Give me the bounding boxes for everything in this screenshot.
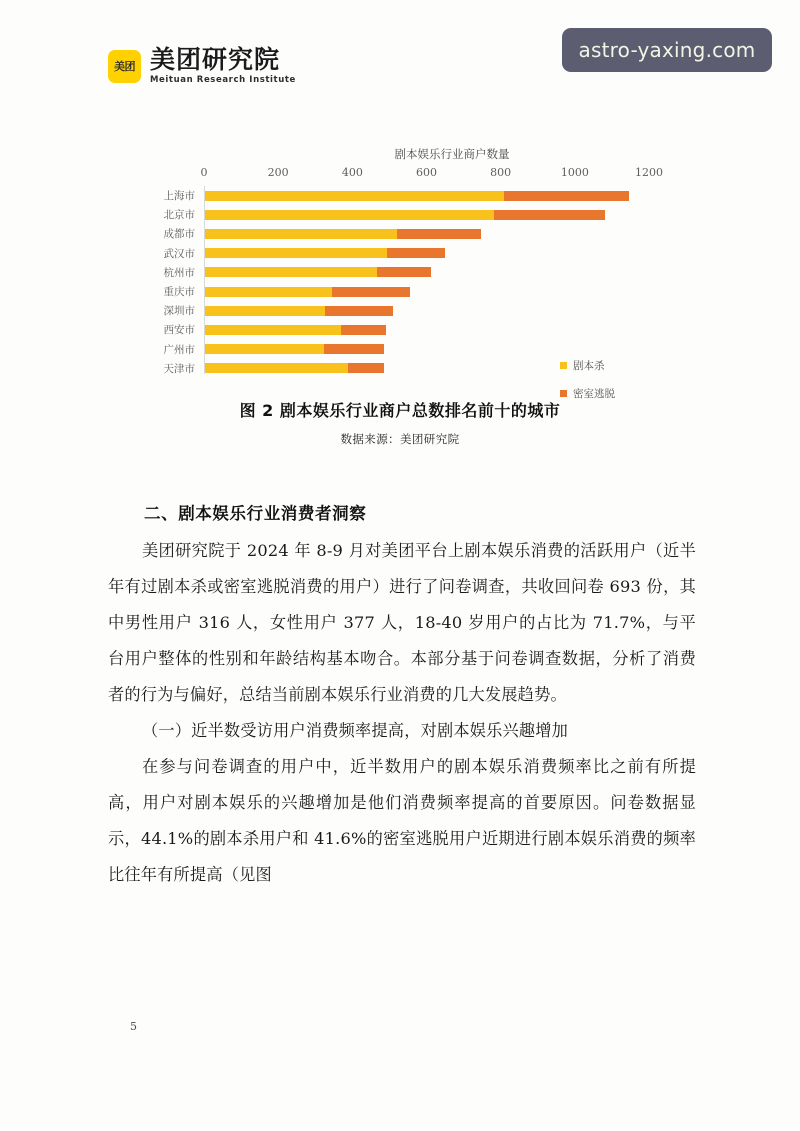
chart-bar bbox=[205, 210, 605, 220]
chart-bar-segment bbox=[494, 210, 605, 220]
chart-category-label: 成都市 bbox=[163, 228, 195, 241]
chart-category-label: 天津市 bbox=[163, 362, 195, 375]
x-tick-label: 800 bbox=[490, 166, 512, 179]
chart-bar-row bbox=[108, 301, 692, 320]
x-tick-label: 400 bbox=[341, 166, 363, 179]
chart-bar-segment bbox=[325, 306, 393, 316]
watermark-text: astro-yaxing.com bbox=[578, 38, 756, 62]
chart-bar bbox=[205, 229, 481, 239]
meituan-logo-icon bbox=[108, 50, 141, 83]
chart-bar-segment bbox=[205, 287, 332, 297]
x-tick-label: 1000 bbox=[560, 166, 589, 179]
chart-bar-segment bbox=[205, 363, 348, 373]
chart-bar-segment bbox=[504, 191, 629, 201]
figure-2 bbox=[108, 146, 692, 447]
x-axis-tick-labels bbox=[108, 166, 692, 182]
chart-bar bbox=[205, 344, 384, 354]
chart-bar-segment bbox=[205, 210, 494, 220]
chart-category-label: 西安市 bbox=[163, 324, 195, 337]
chart-bar-segment bbox=[377, 267, 432, 277]
chart-bar-segment bbox=[205, 229, 397, 239]
chart-bar-segment bbox=[348, 363, 385, 373]
chart-bar bbox=[205, 191, 629, 201]
x-tick-label: 600 bbox=[416, 166, 437, 179]
page-number: 5 bbox=[130, 1020, 137, 1033]
chart-bar-row bbox=[108, 224, 692, 243]
x-tick-label: 200 bbox=[267, 166, 289, 179]
stacked-bar-chart bbox=[108, 146, 692, 400]
chart-bar-segment bbox=[205, 325, 341, 335]
logo-name-en: Meituan Research Institute bbox=[150, 75, 296, 86]
chart-category-label: 杭州市 bbox=[163, 266, 195, 279]
chart-bar-segment bbox=[387, 248, 446, 258]
chart-bar-segment bbox=[205, 191, 504, 201]
x-tick-label: 0 bbox=[200, 166, 208, 179]
chart-bar bbox=[205, 267, 431, 277]
legend-label: 密室逃脱 bbox=[573, 388, 615, 400]
body-content bbox=[108, 500, 696, 893]
chart-legend-item bbox=[560, 386, 615, 401]
chart-bar-segment bbox=[397, 229, 481, 239]
chart-bar-row bbox=[108, 186, 692, 205]
logo-wordmark bbox=[150, 47, 296, 85]
chart-bar-row bbox=[108, 282, 692, 301]
chart-title: 剧本娱乐行业商户数量 bbox=[394, 147, 510, 161]
watermark-badge bbox=[562, 28, 772, 72]
paragraph-1: 美团研究院于 2024 年 8-9 月对美团平台上剧本娱乐消费的活跃用户（近半年有过剧本杀或密室逃脱消费的用户）进行了问卷调查，共收回问卷 693 份，其中男性用户 316 人，女性用户 377 人，18-40 岁用户的占比为 71.7%，与平台用户整体的性别和年龄结构基本吻合。本部分基于问卷调查数据，分析了消费者的行为与偏好，总结当前剧本娱乐行业消费的几大发展趋势。 bbox=[108, 541, 696, 704]
chart-legend bbox=[560, 358, 615, 414]
chart-bar bbox=[205, 363, 384, 373]
chart-category-label: 上海市 bbox=[163, 190, 195, 203]
chart-bar-segment bbox=[205, 306, 325, 316]
chart-bar-segment bbox=[324, 344, 385, 354]
chart-bar bbox=[205, 306, 393, 316]
chart-bar-row bbox=[108, 320, 692, 339]
chart-bar-rows bbox=[108, 186, 692, 378]
figure-caption: 图 2 剧本娱乐行业商户总数排名前十的城市 bbox=[239, 401, 561, 420]
figure-source: 数据来源：美团研究院 bbox=[340, 432, 460, 446]
chart-bar bbox=[205, 287, 410, 297]
legend-label: 剧本杀 bbox=[573, 360, 605, 372]
section-heading: 二、剧本娱乐行业消费者洞察 bbox=[144, 504, 367, 523]
chart-bar-segment bbox=[332, 287, 411, 297]
chart-category-label: 深圳市 bbox=[163, 305, 195, 318]
chart-category-label: 北京市 bbox=[163, 209, 195, 222]
chart-bar-segment bbox=[205, 267, 377, 277]
chart-category-label: 重庆市 bbox=[163, 286, 195, 299]
chart-bar-segment bbox=[205, 248, 387, 258]
meituan-research-logo bbox=[108, 47, 296, 85]
chart-category-label: 武汉市 bbox=[163, 247, 195, 260]
chart-bar-row bbox=[108, 263, 692, 282]
x-tick-label: 1200 bbox=[635, 166, 663, 179]
chart-bar-row bbox=[108, 340, 692, 359]
logo-mark-label: 美团 bbox=[114, 59, 135, 73]
legend-swatch-icon bbox=[560, 362, 567, 369]
chart-bar-row bbox=[108, 244, 692, 263]
chart-bar bbox=[205, 248, 445, 258]
chart-category-label: 广州市 bbox=[163, 343, 195, 356]
paragraph-2: 在参与问卷调查的用户中，近半数用户的剧本娱乐消费频率比之前有所提高，用户对剧本娱乐的兴趣增加是他们消费频率提高的首要原因。问卷数据显示，44.1%的剧本杀用户和 41.6%的密室逃脱用户近期进行剧本娱乐消费的频率比往年有所提高（见图 bbox=[108, 757, 696, 884]
chart-bar-row bbox=[108, 205, 692, 224]
chart-plot-area bbox=[108, 166, 692, 400]
chart-bar-segment bbox=[205, 344, 324, 354]
subsection-heading-1: （一）近半数受访用户消费频率提高，对剧本娱乐兴趣增加 bbox=[142, 721, 569, 740]
chart-bar-segment bbox=[341, 325, 386, 335]
chart-bar bbox=[205, 325, 386, 335]
chart-legend-item bbox=[560, 358, 615, 373]
logo-name-cn: 美团研究院 bbox=[150, 45, 281, 74]
legend-swatch-icon bbox=[560, 390, 567, 397]
